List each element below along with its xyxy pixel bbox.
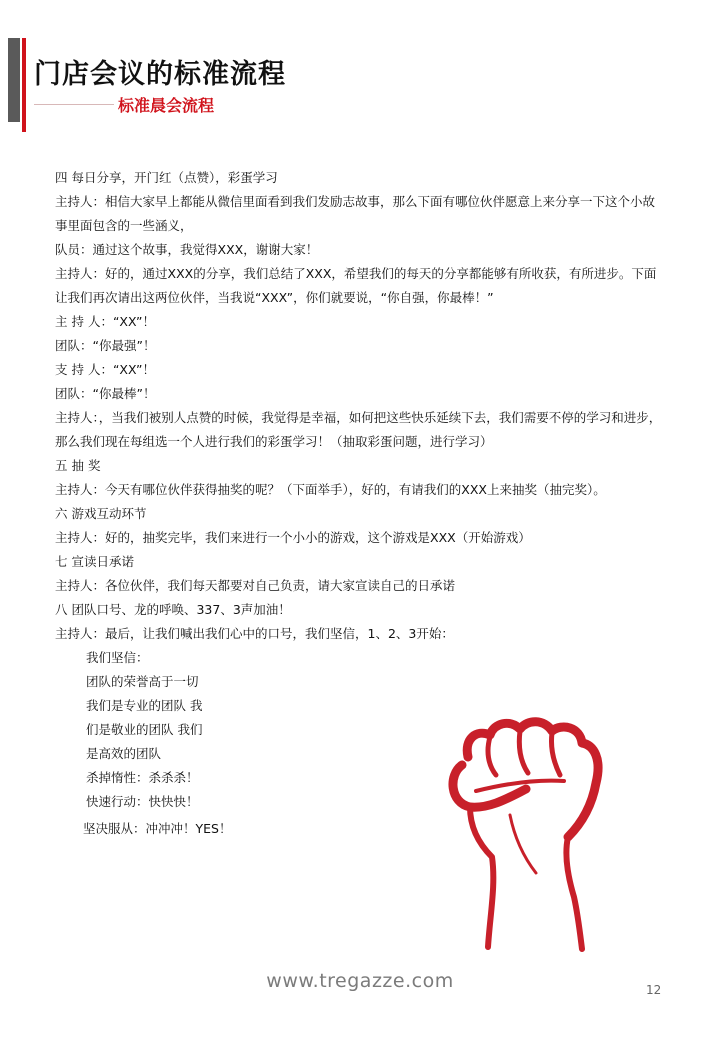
paragraph-host-lottery: 主持人：今天有哪位伙伴获得抽奖的呢？（下面举手），好的，有请我们的XXX上来抽奖（抽完奖）。 <box>55 482 606 497</box>
page-title: 门店会议的标准流程 <box>34 59 286 90</box>
page-number: 12 <box>646 983 662 997</box>
section-heading-6: 六 游戏互动环节 <box>55 506 147 521</box>
slogan-line: 快速行动：快快快！ <box>86 794 199 809</box>
slogan-line: 我们是专业的团队 我 <box>86 698 203 713</box>
header-bar-gray <box>8 38 20 122</box>
section-heading-8: 八 团队口号、龙的呼唤、337、3声加油！ <box>55 602 291 617</box>
dialogue-host-2: 支 持 人：“XX”！ <box>55 362 156 377</box>
page-subtitle: 标准晨会流程 <box>118 96 215 115</box>
raised-fist-icon <box>440 705 605 955</box>
dialogue-team-2: 团队：“你最棒”！ <box>55 386 156 401</box>
paragraph-host-summary: 主持人：好的，通过XXX的分享，我们总结了XXX，希望我们的每天的分享都能够有所收获，有所进步。下面让我们再次请出这两位伙伴，当我说“XXX”，你们就要说，“你自强，你最棒！” <box>55 266 657 305</box>
slogan-block <box>83 646 232 841</box>
slogan-line: 们是敬业的团队 我们 <box>86 722 203 737</box>
slogan-line: 杀掉惰性：杀杀杀！ <box>86 770 199 785</box>
paragraph-host-story: 主持人：相信大家早上都能从微信里面看到我们发励志故事，那么下面有哪位伙伴愿意上来分享一下这个小故事里面包含的一些涵义， <box>55 194 656 233</box>
slogan-line: 我们坚信： <box>86 650 149 665</box>
dialogue-team-1: 团队：“你最强”！ <box>55 338 156 353</box>
section-heading-7: 七 宣读日承诺 <box>55 554 134 569</box>
dialogue-host-1: 主 持 人：“XX”！ <box>55 314 156 329</box>
footer-website: www.tregazze.com <box>266 970 454 992</box>
document-body <box>55 166 667 646</box>
paragraph-host-game: 主持人：好的，抽奖完毕，我们来进行一个小小的游戏，这个游戏是XXX（开始游戏） <box>55 530 531 545</box>
slogan-line: 是高效的团队 <box>86 746 162 761</box>
slogan-line: 团队的荣誉高于一切 <box>86 674 199 689</box>
paragraph-member-reply: 队员：通过这个故事，我觉得XXX，谢谢大家！ <box>55 242 319 257</box>
paragraph-host-commitment: 主持人：各位伙伴，我们每天都要对自己负责，请大家宣读自己的日承诺 <box>55 578 456 593</box>
paragraph-host-slogan: 主持人：最后，让我们喊出我们心中的口号，我们坚信，1、2、3开始： <box>55 626 454 641</box>
paragraph-host-learning: 主持人：，当我们被别人点赞的时候，我觉得是幸福，如何把这些快乐延续下去，我们需要不停的学习和进步，那么我们现在每组选一个人进行我们的彩蛋学习！（抽取彩蛋问题，进行学习） <box>55 410 662 449</box>
slogan-line: 坚决服从：冲冲冲！YES！ <box>83 821 232 836</box>
subtitle-divider <box>34 104 114 105</box>
section-heading-4: 四 每日分享，开门红（点赞），彩蛋学习 <box>55 170 278 185</box>
header-bar-red <box>22 38 26 132</box>
section-heading-5: 五 抽 奖 <box>55 458 101 473</box>
